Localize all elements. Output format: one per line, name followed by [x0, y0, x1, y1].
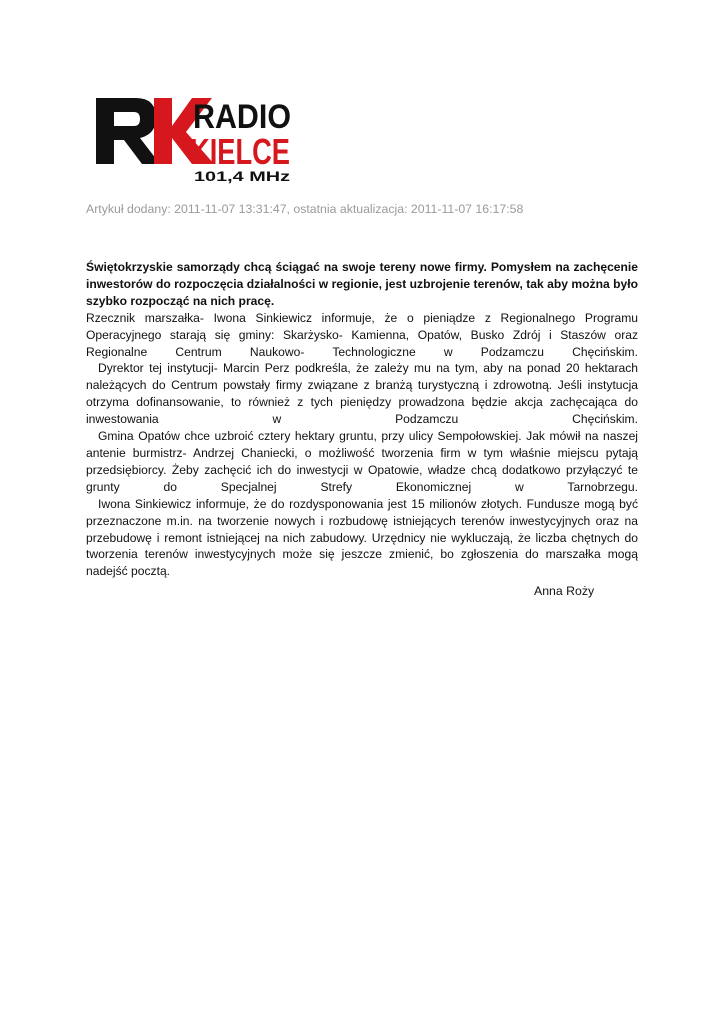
radio-kielce-logo-graphic	[94, 92, 294, 184]
svg-text:101,4 MHz: 101,4 MHz	[194, 168, 290, 184]
article-lead: Świętokrzyskie samorządy chcą ściągać na swoje tereny nowe firmy. Pomysłem na zachęcenie inwestorów do rozpoczęcia działalności w regionie, jest uzbrojenie terenów, tak aby można było szybko rozpocząć na nich pracę.	[86, 260, 638, 308]
article-paragraph: Gmina Opatów chce uzbroić cztery hektary gruntu, przy ulicy Sempołowskiej. Jak mówił na naszej antenie burmistrz- Andrzej Chaniecki, o możliwość tworzenia firm w tym właśnie miejscu pytają przedsiębiorcy. Żeby zachęcić ich do inwestycji w Opatowie, władze chcą dodatkowo przyłączyć te grunty do Specjalnej Strefy Ekonomicznej w Tarnobrzegu.	[86, 429, 638, 494]
article-paragraph: Iwona Sinkiewicz informuje, że do rozdysponowania jest 15 milionów złotych. Fundusze mogą być przeznaczone m.in. na tworzenie nowych i rozbudowę istniejących terenów inwestycyjnych oraz na przebudowę i remont istniejącej na nich zabudowy. Urzędnicy nie wykluczają, że liczba chętnych do tworzenia terenów inwestycyjnych może się jeszcze zmienić, bo zgłoszenia do marszałka mogą nadejść pocztą.	[86, 496, 638, 579]
article-body	[86, 259, 638, 580]
article-author: Anna Roży	[534, 584, 595, 598]
svg-text:RADIO: RADIO	[193, 98, 291, 136]
radio-kielce-logo	[94, 92, 294, 184]
article-paragraph: Dyrektor tej instytucji- Marcin Perz podkreśla, że zależy mu na tym, aby na ponad 20 hektarach należących do Centrum powstały firmy związane z branżą turystyczną i zdrowotną. Jeśli instytucja otrzyma dofinansowanie, to również z tych pieniędzy prowadzona będzie akcja zachęcająca do inwestowania w Podzamczu Chęcińskim.	[86, 361, 638, 427]
article-paragraph: Rzecznik marszałka- Iwona Sinkiewicz informuje, że o pieniądze z Regionalnego Programu Operacyjnego starają się gminy: Skarżysko- Kamienna, Opatów, Busko Zdrój i Staszów oraz Regionalne Centrum Naukowo- Technologiczne w Podzamczu Chęcińskim.	[86, 310, 638, 359]
svg-text:KIELCE: KIELCE	[190, 131, 290, 172]
article-date-meta: Artykuł dodany: 2011-11-07 13:31:47, ostatnia aktualizacja: 2011-11-07 16:17:58	[86, 202, 524, 216]
